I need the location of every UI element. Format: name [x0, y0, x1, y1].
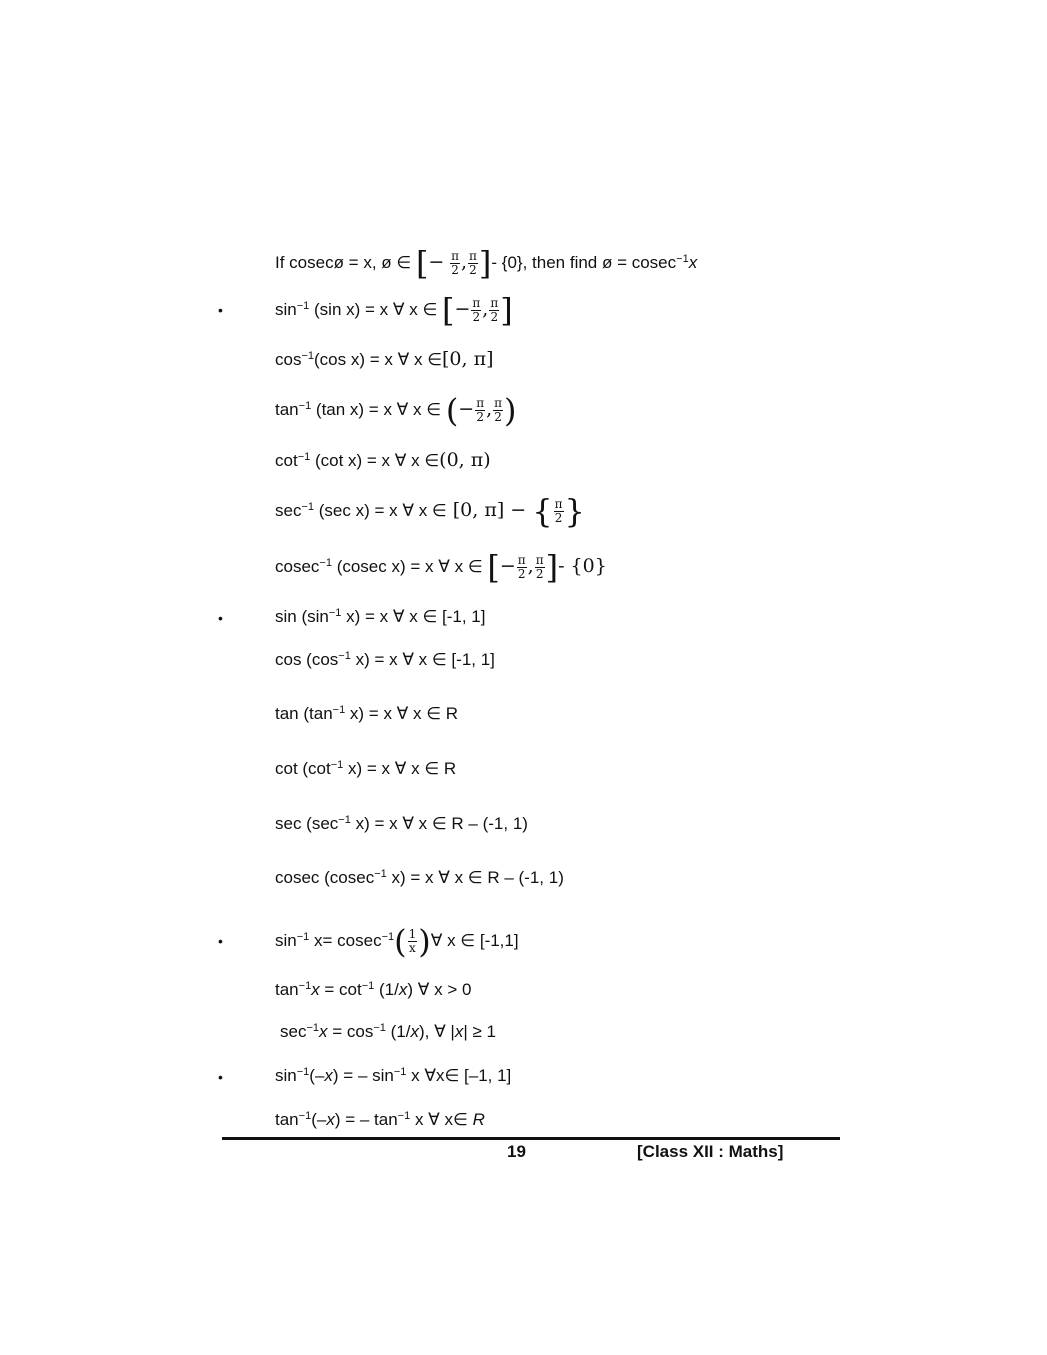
identity-reciprocal-sec: $\sec^{-1}x = \cos^{-1} (1/x)$, ∀ |x| ≥ 1 — [280, 1022, 497, 1041]
identity-reciprocal-tan: $\tan^{-1}x = \cot^{-1} (1/x)$ ∀ x > 0 — [275, 980, 472, 999]
footer-rule — [222, 1137, 840, 1140]
identity-tan-arctan: $\tan (\tan^{-1}$ x) = x ∀ x ∈ R — [275, 704, 459, 723]
identity-sec-sec: $\sec^{-1} (\sec$ x) = x ∀ x ∈ [0, π] − { $\frac{\pi}{2}$ } — [275, 492, 585, 531]
bracket-close: ] — [478, 244, 492, 283]
identity-cos-arccos: $\cos (\cos^{-1}$ x) = x ∀ x ∈ [-1, 1] — [275, 650, 495, 669]
identity-sin-sin: $\sin^{-1} (\sin$ x) = x ∀ x ∈ [− $\frac{\pi}{2}$ , $\frac{\pi}{2}$ ] — [275, 291, 513, 330]
bracket-open: [ — [415, 244, 429, 283]
identity-reciprocal-sin: $\sin^{-1} x= cosec^{-1}$( $\frac{1}{x}$ )∀ x ∈ [-1,1] — [275, 922, 519, 961]
bullet: • — [218, 1069, 223, 1085]
identity-cot-cot: $\cot^{-1} (\cot$ x) = x ∀ x ∈(0, π) — [275, 449, 491, 471]
intro-var: x — [688, 253, 698, 272]
bullet: • — [218, 610, 223, 626]
page-number: 19 — [507, 1142, 526, 1161]
identity-cot-arccot: $\cot (\cot^{-1}$ x) = x ∀ x ∈ R — [275, 759, 457, 778]
comma: , — [460, 251, 468, 273]
identity-odd-tan: $\tan^{-1}(-x)$ = – $\tan^{-1} x$ ∀ x∈ R — [275, 1110, 485, 1129]
identity-sec-arcsec: $\sec (\sec^{-1}$ x) = x ∀ x ∈ R – (-1, 1) — [275, 814, 528, 833]
intro-text: If cosecø = x, ø ∈ — [275, 253, 412, 272]
inverse-superscript: −1 — [676, 253, 689, 265]
intro-line — [275, 244, 698, 283]
identity-cosec-arccosec: cosec (cosec$^{-1}$ x) = x ∀ x ∈ R – (-1, 1) — [275, 868, 564, 887]
bullet: • — [218, 302, 223, 318]
class-label: [Class XII : Maths] — [637, 1142, 784, 1161]
intro-text-b: - {0}, then find ø = cosec — [491, 253, 677, 272]
identity-odd-sin: $\sin^{-1}(-x)$ = – $\sin^{-1} x$ ∀x∈ [–1, 1] — [275, 1066, 512, 1085]
minus-sign: − — [428, 251, 445, 273]
identity-cosec-cosec: cosec$^{-1}$ (cosec x) = x ∀ x ∈ [− $\frac{\pi}{2}$ , $\frac{\pi}{2}$ ]- {0} — [275, 548, 607, 587]
identity-sin-arcsin: $\sin (\sin^{-1}$ x) = x ∀ x ∈ [-1, 1] — [275, 607, 486, 626]
fraction-pi-over-2: $\frac{\pi}{2}$ — [451, 249, 459, 278]
bullet: • — [218, 933, 223, 949]
identity-cos-cos: $\cos^{-1}(\cos$ x) = x ∀ x ∈[0, π] — [275, 348, 494, 370]
fraction-pi-over-2: $\frac{\pi}{2}$ — [469, 249, 477, 278]
identity-tan-tan: $\tan^{-1} (\tan$ x) = x ∀ x ∈ (− $\frac{\pi}{2}$ , $\frac{\pi}{2}$ ) — [275, 391, 517, 430]
